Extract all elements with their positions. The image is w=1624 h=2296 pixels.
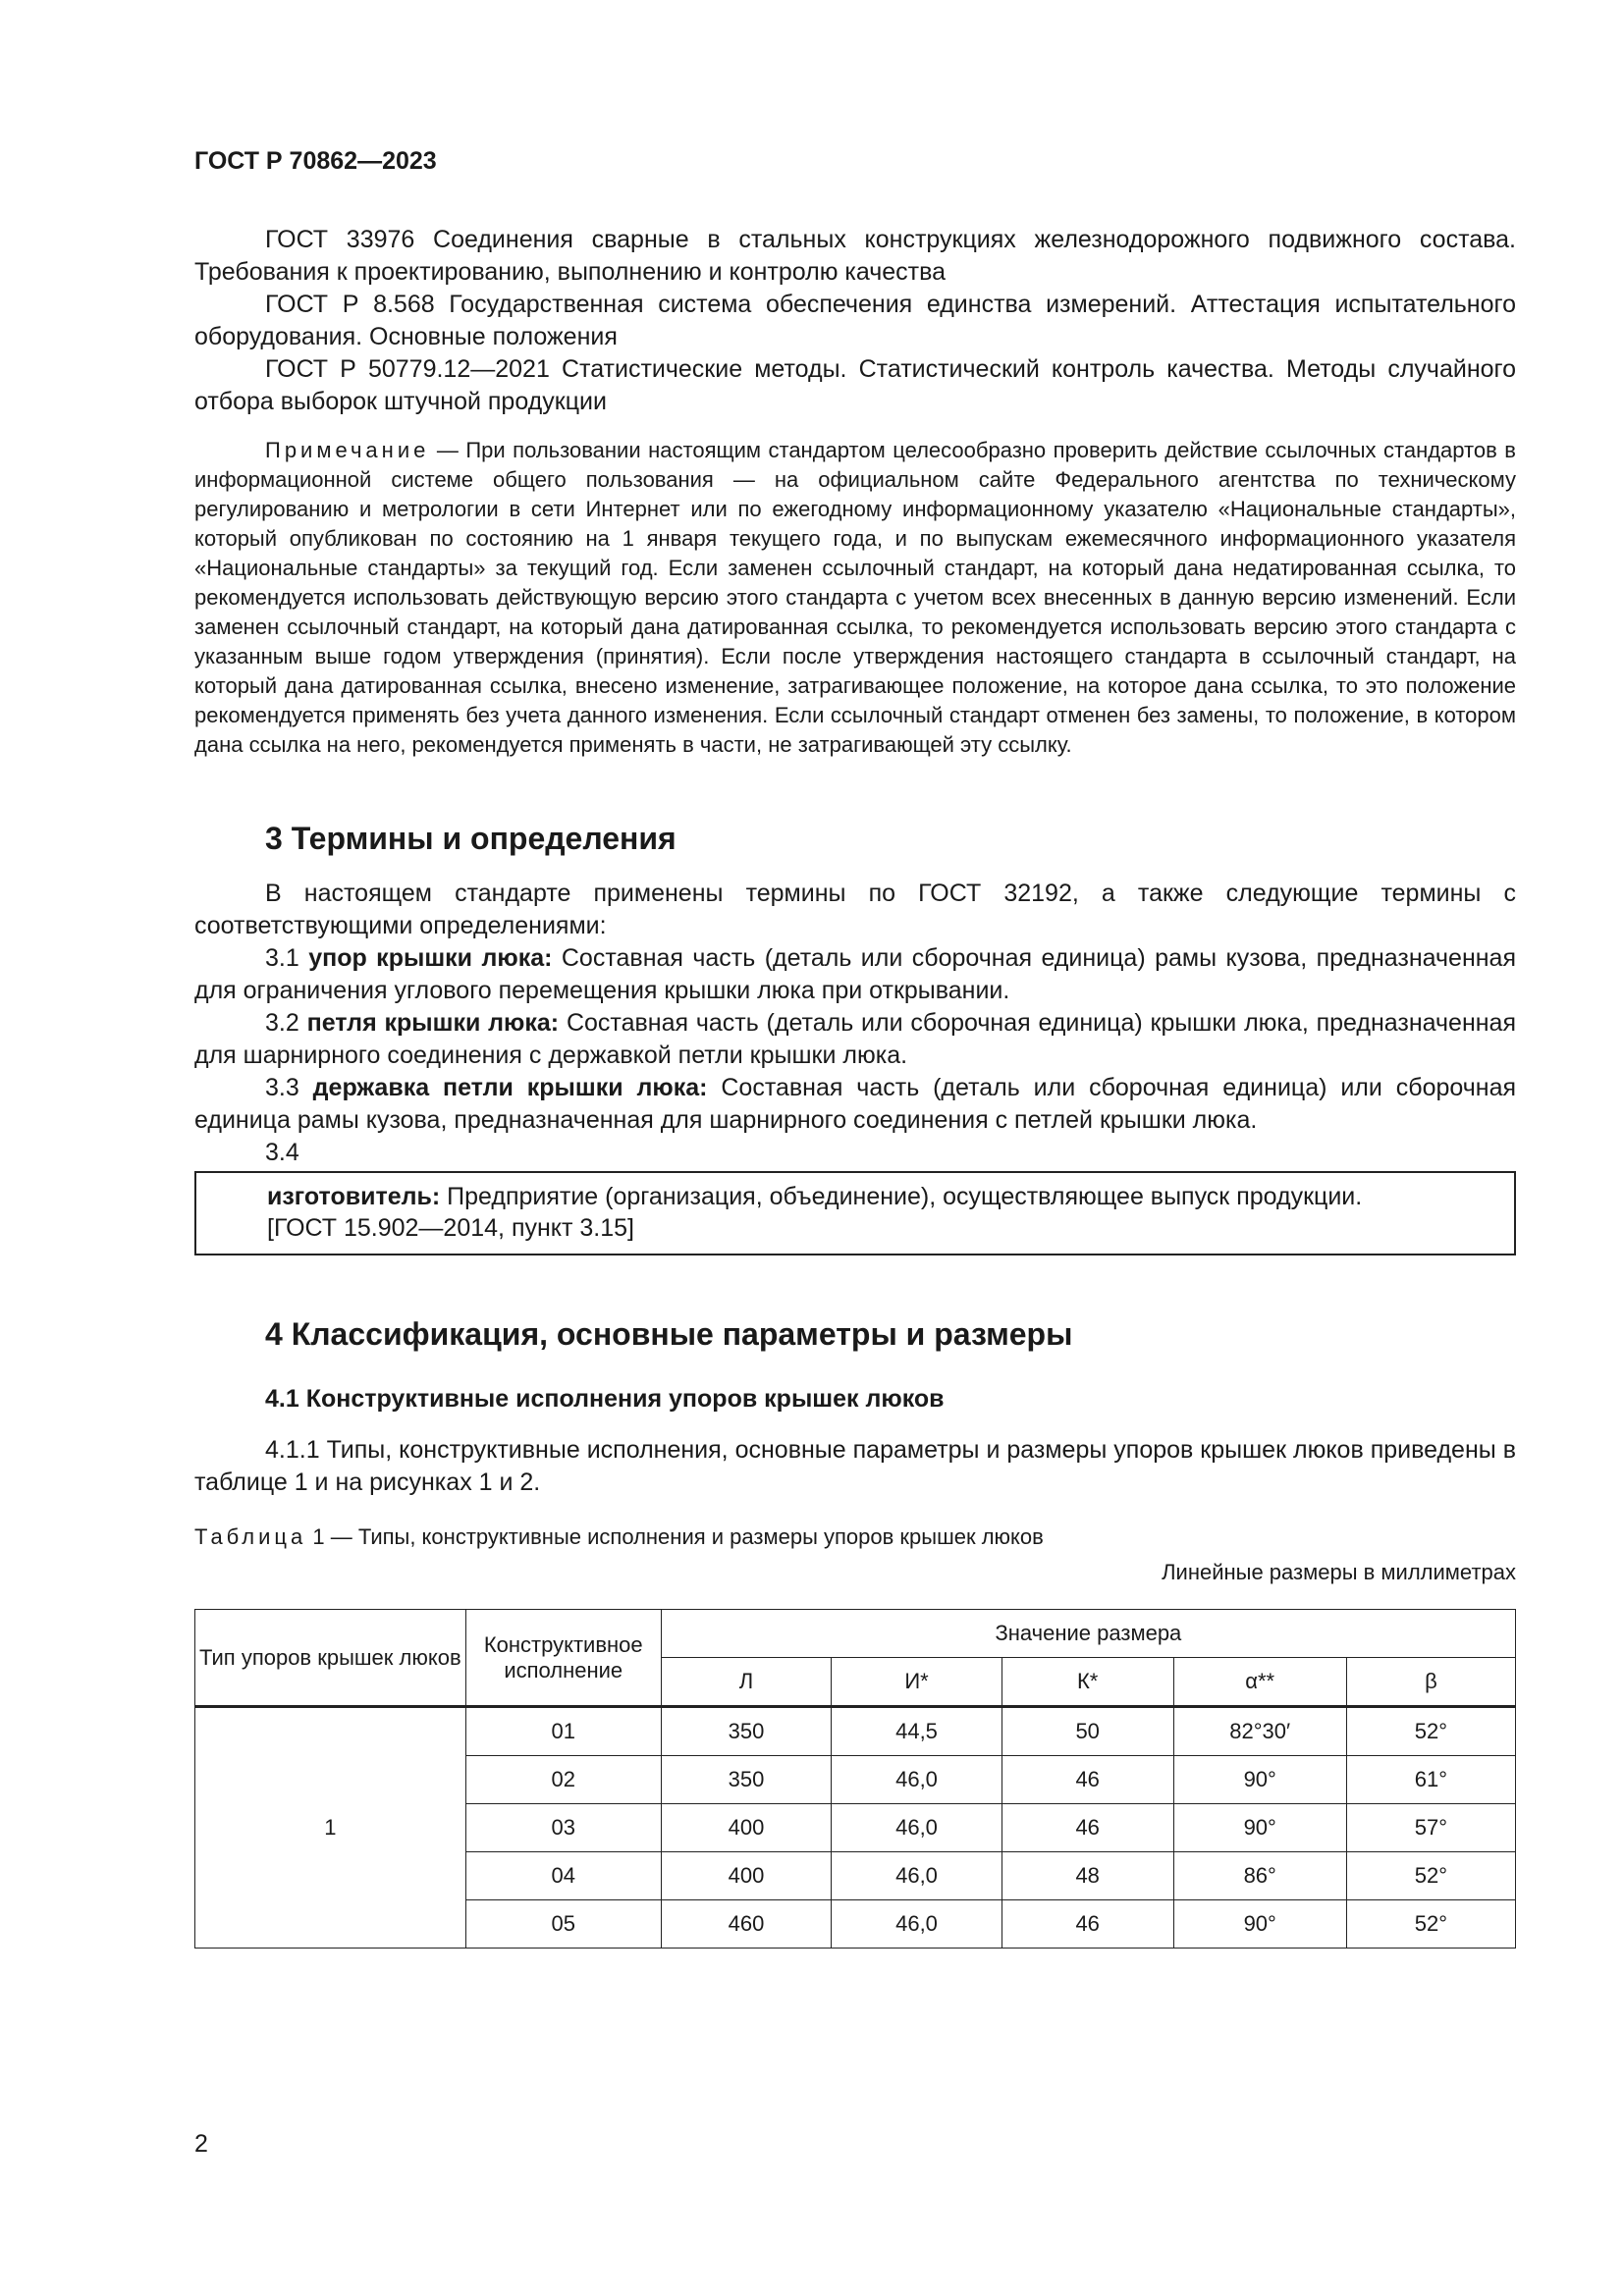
table-label: Таблица bbox=[194, 1524, 307, 1549]
term-source: [ГОСТ 15.902—2014, пункт 3.15] bbox=[267, 1214, 634, 1242]
table-cell: 01 bbox=[465, 1707, 661, 1756]
table-cell: 57° bbox=[1346, 1804, 1515, 1852]
header-col: К* bbox=[1001, 1658, 1173, 1707]
header-col: И* bbox=[832, 1658, 1002, 1707]
term-name: петля крышки люка: bbox=[306, 1009, 560, 1037]
table-cell: 46,0 bbox=[832, 1900, 1002, 1949]
page-number: 2 bbox=[194, 2130, 208, 2158]
term-definition: Составная часть (деталь или сборочная единица) или сборочная единица рамы кузова, предназначенная для шарнирного соединения с петлей крышки люка. bbox=[194, 1074, 1517, 1134]
table-cell: 44,5 bbox=[832, 1707, 1002, 1756]
term-3-4-box bbox=[194, 1171, 1516, 1255]
table-cell: 02 bbox=[465, 1756, 661, 1804]
table-cell: 48 bbox=[1001, 1852, 1173, 1900]
table-caption bbox=[194, 1522, 1516, 1552]
table-cell: 52° bbox=[1346, 1707, 1515, 1756]
table-cell: 46,0 bbox=[832, 1804, 1002, 1852]
table-cell: 400 bbox=[661, 1804, 832, 1852]
term-number: 3.1 bbox=[265, 944, 299, 972]
term-definition: Составная часть (деталь или сборочная единица) рамы кузова, предназначенная для ограничения углового перемещения крышки люка при открывании. bbox=[194, 944, 1516, 1004]
table-cell: 90° bbox=[1173, 1756, 1346, 1804]
table-cell: 90° bbox=[1173, 1804, 1346, 1852]
section-3-title: 3 Термины и определения bbox=[265, 821, 677, 856]
table-cell: 03 bbox=[465, 1804, 661, 1852]
subsection-4-1-title: 4.1 Конструктивные исполнения упоров крышек люков bbox=[265, 1385, 945, 1413]
section-4-title: 4 Классификация, основные параметры и размеры bbox=[265, 1316, 1073, 1352]
section-3-intro: В настоящем стандарте применены термины по ГОСТ 32192, а также следующие термины с соответствующими определениями: bbox=[194, 880, 1516, 939]
table-cell: 400 bbox=[661, 1852, 832, 1900]
header-execution: Конструктивное исполнение bbox=[465, 1610, 661, 1707]
term-number: 3.2 bbox=[265, 1009, 299, 1037]
ref-item: ГОСТ Р 50779.12—2021 Статистические методы. Статистический контроль качества. Методы случайного отбора выборок штучной продукции bbox=[194, 355, 1516, 415]
term-3-4 bbox=[267, 1181, 1498, 1212]
doc-header: ГОСТ Р 70862—2023 bbox=[194, 147, 437, 175]
page-content bbox=[194, 224, 1516, 1949]
term-3-2 bbox=[194, 1007, 1516, 1072]
table-cell: 46 bbox=[1001, 1756, 1173, 1804]
term-3-3 bbox=[194, 1072, 1516, 1137]
header-col: Л bbox=[661, 1658, 832, 1707]
table-cell: 90° bbox=[1173, 1900, 1346, 1949]
term-3-1 bbox=[194, 942, 1516, 1007]
table-cell: 04 bbox=[465, 1852, 661, 1900]
table-cell: 82°30′ bbox=[1173, 1707, 1346, 1756]
header-col: α** bbox=[1173, 1658, 1346, 1707]
table-row bbox=[195, 1707, 1516, 1756]
dimensions-table bbox=[194, 1609, 1516, 1949]
table-units: Линейные размеры в миллиметрах bbox=[1162, 1560, 1516, 1584]
ref-item: ГОСТ Р 8.568 Государственная система обеспечения единства измерений. Аттестация испытательного оборудования. Основные положения bbox=[194, 291, 1516, 350]
term-name: державка петли крышки люка: bbox=[312, 1074, 708, 1101]
table-cell: 46,0 bbox=[832, 1852, 1002, 1900]
term-3-4-number: 3.4 bbox=[265, 1139, 299, 1166]
table-cell: 61° bbox=[1346, 1756, 1515, 1804]
table-cell: 460 bbox=[661, 1900, 832, 1949]
type-cell: 1 bbox=[195, 1707, 466, 1949]
table-cell: 46,0 bbox=[832, 1756, 1002, 1804]
table-cell: 86° bbox=[1173, 1852, 1346, 1900]
note-label: Примечание bbox=[265, 438, 430, 462]
note bbox=[194, 436, 1516, 760]
table-cell: 350 bbox=[661, 1707, 832, 1756]
term-number: 3.3 bbox=[265, 1074, 299, 1101]
ref-item: ГОСТ 33976 Соединения сварные в стальных конструкциях железнодорожного подвижного состава. Требования к проектированию, выполнению и контролю качества bbox=[194, 226, 1516, 286]
table-cell: 50 bbox=[1001, 1707, 1173, 1756]
table-cell: 350 bbox=[661, 1756, 832, 1804]
term-definition: Предприятие (организация, объединение), осуществляющее выпуск продукции. bbox=[447, 1183, 1363, 1210]
term-definition: Составная часть (деталь или сборочная единица) крышки люка, предназначенная для шарнирного соединения с державкой петли крышки люка. bbox=[194, 1009, 1517, 1069]
table-cell: 52° bbox=[1346, 1900, 1515, 1949]
table-cell: 52° bbox=[1346, 1852, 1515, 1900]
para-4-1-1: 4.1.1 Типы, конструктивные исполнения, основные параметры и размеры упоров крышек люков приведены в таблице 1 и на рисунках 1 и 2. bbox=[194, 1436, 1516, 1496]
table-cell: 46 bbox=[1001, 1900, 1173, 1949]
term-name: изготовитель: bbox=[267, 1183, 441, 1210]
table-cell: 46 bbox=[1001, 1804, 1173, 1852]
note-text: — При пользовании настоящим стандартом целесообразно проверить действие ссылочных стандартов в информационной системе общего пользования — на официальном сайте Федерального агентства по техническому регулированию и метрологии в сети Интернет или по ежегодному информационному указателю «Национальные стандарты», который опубликован по состоянию на 1 января текущего года, и по выпускам ежемесячного информационного указателя «Национальные стандарты» за текущий год. Если заменен ссылочный стандарт, на который дана недатированная ссылка, то рекомендуется использовать действующую версию этого стандарта с учетом всех внесенных в данную версию изменений. Если заменен ссылочный стандарт, на который дана датированная ссылка, то рекомендуется использовать версию этого стандарта с указанным выше годом утверждения (принятия). Если после утверждения настоящего стандарта в ссылочный стандарт, на который дана датированная ссылка, внесено изменение, затрагивающее положение, на которое дана ссылка, то это положение рекомендуется применять без учета данного изменения. Если ссылочный стандарт отменен без замены, то положение, в котором дана ссылка на него, рекомендуется применять в части, не затрагивающей эту ссылку. bbox=[194, 438, 1516, 757]
table-cell: 05 bbox=[465, 1900, 661, 1949]
header-type: Тип упоров крышек люков bbox=[195, 1610, 466, 1707]
table-caption-text: 1 — Типы, конструктивные исполнения и размеры упоров крышек люков bbox=[312, 1524, 1044, 1549]
term-name: упор крышки люка: bbox=[308, 944, 553, 972]
header-col: β bbox=[1346, 1658, 1515, 1707]
header-value: Значение размера bbox=[661, 1610, 1515, 1658]
